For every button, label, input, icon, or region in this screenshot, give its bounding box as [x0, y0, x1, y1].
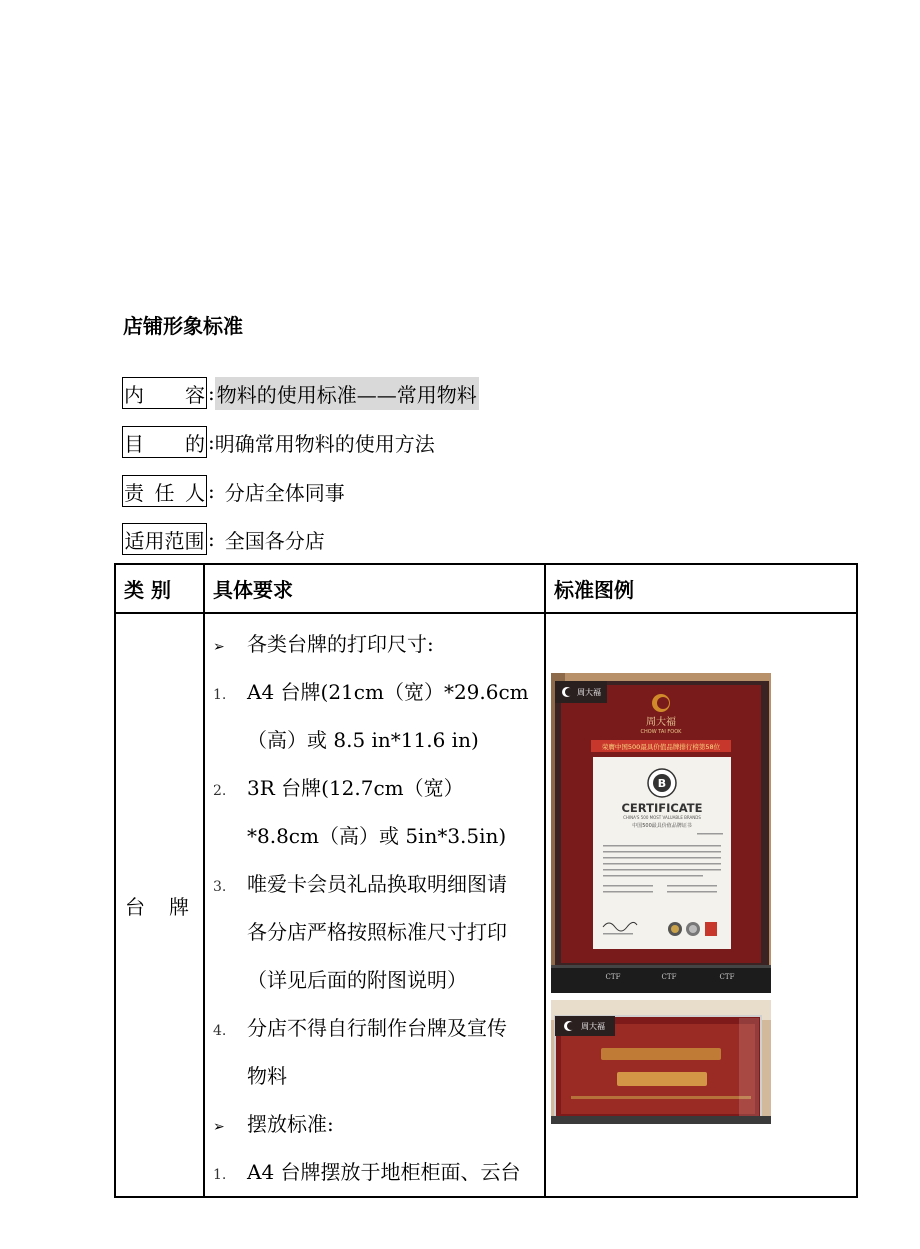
meta-row-responsible: [122, 474, 345, 508]
item-text: 唯爱卡会员礼品换取明细图请: [247, 872, 507, 896]
category-char: 台: [125, 894, 145, 919]
svg-text:B: B: [657, 777, 667, 790]
certificate-title: CERTIFICATE: [621, 801, 703, 815]
meta-label-char: 责: [124, 480, 144, 505]
list-item: [213, 1100, 538, 1148]
base-label: CTF: [719, 973, 735, 981]
item-text: A4 台牌(21cm（宽）*29.6cm: [247, 680, 529, 704]
base-label: CTF: [661, 973, 677, 981]
list-item-continuation: [213, 1052, 538, 1100]
meta-label-box: [122, 475, 207, 507]
item-text: （高）或 8.5 in*11.6 in): [247, 728, 479, 752]
item-text: 物料: [247, 1064, 287, 1088]
meta-label-char: 内: [124, 382, 144, 407]
meta-value: 全国各分店: [224, 528, 325, 553]
requirements-cell: [204, 613, 545, 1197]
meta-label-box: [122, 523, 207, 555]
item-text: 各分店严格按照标准尺寸打印: [247, 920, 507, 944]
header-category: 类 别: [115, 564, 204, 613]
item-text: （详见后面的附图说明）: [247, 968, 467, 992]
brand-name: 周大福: [646, 717, 676, 728]
meta-separator: :: [208, 527, 215, 551]
meta-row-purpose: [122, 425, 435, 459]
list-item-continuation: [213, 716, 538, 764]
meta-label-box: [122, 377, 207, 409]
list-item-continuation: [213, 908, 538, 956]
list-item: [213, 668, 538, 716]
certificate-cn: 中国500最具价值品牌证书: [632, 823, 692, 829]
meta-value: 分店全体同事: [224, 480, 345, 505]
3r-sign-illustration: [551, 1000, 771, 1124]
arrow-bullet-icon: ➢: [213, 639, 225, 655]
meta-label-char: 容: [185, 382, 205, 407]
meta-separator: :: [208, 381, 215, 405]
meta-row-scope: [122, 522, 325, 556]
list-item: [213, 1148, 538, 1196]
tab-brand: 周大福: [577, 688, 601, 697]
meta-separator: :: [208, 430, 215, 454]
meta-label-char: 人: [185, 480, 205, 505]
list-item: [213, 860, 538, 908]
meta-label-char: 适用范围: [124, 528, 205, 553]
meta-value: 明确常用物料的使用方法: [214, 431, 435, 456]
meta-label-char: 任: [154, 480, 175, 505]
item-text: 分店不得自行制作台牌及宣传: [247, 1016, 507, 1040]
tab-brand: 周大福: [581, 1022, 605, 1031]
banner-text: 荣膺中国500最具价值品牌排行榜第58位: [601, 743, 721, 751]
a4-sign-illustration: [551, 673, 771, 993]
bullet-text: 摆放标准:: [247, 1112, 334, 1136]
list-item-continuation: [213, 812, 538, 860]
category-cell: [115, 613, 204, 1197]
item-number: 2.: [213, 783, 227, 799]
3r-sign-photo: [551, 1000, 771, 1124]
item-text: 3R 台牌(12.7cm（宽）: [247, 776, 464, 800]
meta-row-content: [122, 376, 479, 410]
header-requirements: 具体要求: [204, 564, 545, 613]
meta-label-box: [122, 426, 207, 458]
meta-label-char: 目: [124, 431, 144, 456]
item-number: 1.: [213, 1167, 227, 1183]
certificate-subtitle: CHINA'S 500 MOST VALUABLE BRANDS: [623, 815, 701, 820]
document-title: 店铺形象标准: [123, 314, 243, 338]
list-item: [213, 764, 538, 812]
item-text: *8.8cm（高）或 5in*3.5in): [247, 824, 507, 848]
base-label: CTF: [605, 973, 621, 981]
item-number: 1.: [213, 687, 227, 703]
list-item: [213, 1004, 538, 1052]
meta-label-char: 的: [185, 431, 205, 456]
header-illustration: 标准图例: [545, 564, 857, 613]
brand-name-en: CHOW TAI FOOK: [640, 729, 682, 735]
item-text: A4 台牌摆放于地柜柜面、云台: [247, 1160, 521, 1184]
table-header-row: [115, 564, 857, 613]
list-item: [213, 620, 538, 668]
category-char: 牌: [169, 894, 189, 919]
item-number: 4.: [213, 1023, 227, 1039]
meta-value: 物料的使用标准——常用物料: [215, 377, 479, 410]
item-number: 3.: [213, 879, 227, 895]
bullet-text: 各类台牌的打印尺寸:: [247, 632, 434, 656]
list-item-continuation: [213, 956, 538, 1004]
meta-separator: :: [208, 479, 215, 503]
arrow-bullet-icon: ➢: [213, 1119, 225, 1135]
a4-sign-photo: [551, 673, 771, 993]
